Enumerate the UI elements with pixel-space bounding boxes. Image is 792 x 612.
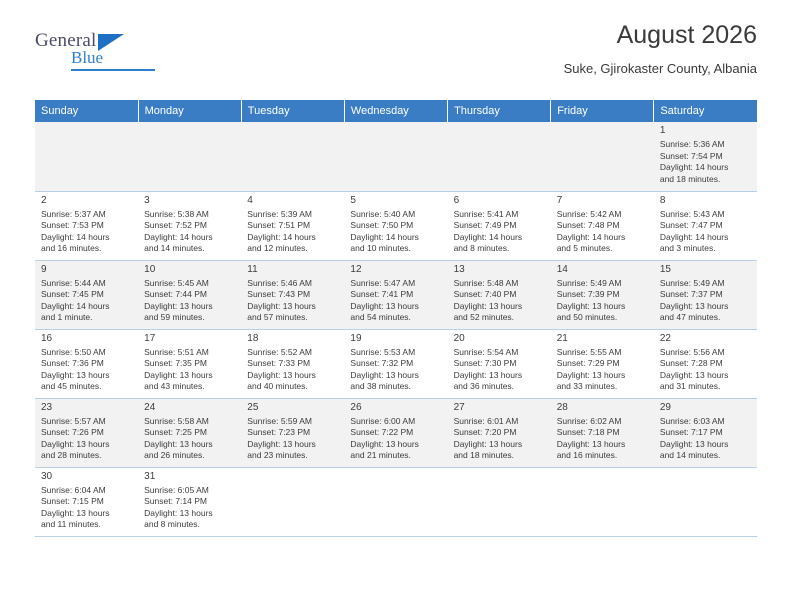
day-detail-line: Sunset: 7:20 PM	[453, 427, 517, 438]
day-details	[41, 416, 133, 462]
day-detail-line: Sunrise: 5:41 AM	[453, 208, 519, 219]
calendar-day-cell[interactable]	[448, 260, 551, 329]
day-details	[660, 278, 752, 324]
day-detail-line: Sunrise: 6:00 AM	[350, 415, 416, 426]
day-detail-line: Daylight: 13 hours	[350, 369, 419, 380]
day-detail-line: and 33 minutes.	[556, 381, 618, 392]
day-detail-line: Sunset: 7:14 PM	[144, 496, 207, 507]
day-detail-line: Daylight: 13 hours	[453, 369, 523, 380]
day-detail-line: Sunset: 7:23 PM	[247, 427, 311, 438]
calendar-empty-cell	[241, 122, 344, 191]
day-detail-line: Daylight: 13 hours	[556, 300, 626, 311]
day-detail-line: Sunset: 7:54 PM	[659, 150, 723, 161]
day-details	[454, 347, 546, 393]
calendar-empty-cell	[448, 467, 551, 536]
day-detail-line: Sunrise: 5:46 AM	[247, 277, 313, 288]
day-number: 23	[41, 401, 53, 413]
day-detail-line: Sunrise: 5:59 AM	[247, 415, 313, 426]
day-detail-line: and 14 minutes.	[659, 450, 721, 461]
day-number: 24	[144, 401, 156, 413]
day-details	[247, 416, 339, 462]
calendar-week-row	[35, 467, 757, 536]
calendar-day-cell[interactable]	[35, 467, 138, 536]
day-details	[144, 278, 236, 324]
day-detail-line: Sunset: 7:33 PM	[247, 358, 311, 369]
day-detail-line: Sunrise: 5:36 AM	[659, 139, 725, 149]
calendar-day-cell[interactable]	[138, 329, 241, 398]
day-number: 15	[659, 263, 671, 275]
day-number: 8	[659, 194, 666, 206]
day-detail-line: Sunrise: 5:48 AM	[453, 277, 519, 288]
day-detail-line: and 16 minutes.	[41, 243, 102, 254]
day-detail-line: and 18 minutes.	[453, 450, 515, 461]
day-detail-line: Sunrise: 5:51 AM	[144, 346, 209, 357]
day-detail-line: and 31 minutes.	[659, 381, 721, 392]
day-detail-line: and 47 minutes.	[659, 312, 721, 323]
day-details	[144, 347, 236, 393]
calendar-day-cell[interactable]	[344, 191, 447, 260]
calendar-week-row	[35, 122, 757, 191]
calendar-day-cell[interactable]	[138, 467, 241, 536]
day-detail-line: Sunrise: 5:39 AM	[247, 208, 313, 219]
day-detail-line: and 18 minutes.	[659, 173, 721, 184]
day-detail-line: Sunset: 7:49 PM	[453, 220, 517, 231]
day-details	[144, 209, 236, 255]
day-details	[557, 416, 649, 462]
day-detail-line: and 14 minutes.	[144, 243, 205, 254]
day-detail-line: Sunset: 7:43 PM	[247, 289, 311, 300]
calendar-day-cell[interactable]	[551, 260, 654, 329]
calendar-body	[35, 122, 757, 536]
day-detail-line: Daylight: 13 hours	[144, 369, 213, 380]
day-detail-line: Daylight: 13 hours	[556, 369, 626, 380]
day-number: 18	[247, 332, 259, 344]
day-detail-line: and 52 minutes.	[453, 312, 515, 323]
day-detail-line: Sunrise: 5:50 AM	[41, 346, 106, 357]
day-number: 11	[247, 263, 258, 275]
day-number: 6	[453, 194, 460, 206]
day-detail-line: Daylight: 13 hours	[659, 438, 729, 449]
day-number: 27	[453, 401, 465, 413]
calendar-day-cell[interactable]	[654, 260, 757, 329]
day-number: 4	[247, 194, 253, 206]
day-detail-line: Sunset: 7:48 PM	[556, 220, 620, 231]
day-detail-line: and 1 minute.	[41, 312, 93, 323]
day-details	[454, 209, 546, 255]
day-detail-line: Sunrise: 5:53 AM	[350, 346, 416, 357]
day-details	[41, 209, 133, 255]
calendar-day-cell[interactable]	[241, 329, 344, 398]
calendar-empty-cell	[241, 467, 344, 536]
day-number: 17	[144, 332, 156, 344]
day-detail-line: and 23 minutes.	[247, 450, 308, 461]
day-detail-line: and 40 minutes.	[247, 381, 308, 392]
day-detail-line: Sunrise: 5:37 AM	[41, 208, 106, 219]
day-number: 1	[659, 125, 666, 136]
day-detail-line: Sunrise: 5:57 AM	[41, 415, 106, 426]
calendar-day-cell[interactable]	[551, 398, 654, 467]
calendar-day-cell[interactable]	[654, 329, 757, 398]
day-number: 14	[556, 263, 568, 275]
day-detail-line: and 26 minutes.	[144, 450, 205, 461]
brand-underline	[71, 69, 155, 71]
calendar-day-cell[interactable]	[241, 191, 344, 260]
weekday-header-row	[35, 100, 757, 122]
day-detail-line: Sunrise: 5:58 AM	[144, 415, 209, 426]
day-number: 13	[453, 263, 465, 275]
day-details	[144, 485, 236, 531]
day-detail-line: Daylight: 14 hours	[556, 231, 626, 242]
day-detail-line: and 21 minutes.	[350, 450, 411, 461]
day-detail-line: and 12 minutes.	[247, 243, 308, 254]
day-number: 22	[659, 332, 671, 344]
day-detail-line: Sunrise: 6:03 AM	[659, 415, 725, 426]
day-detail-line: Daylight: 13 hours	[41, 369, 110, 380]
day-detail-line: Sunrise: 5:42 AM	[556, 208, 622, 219]
calendar-day-cell[interactable]	[654, 191, 757, 260]
day-number: 31	[144, 470, 156, 482]
brand-logo	[35, 22, 155, 71]
day-number: 21	[556, 332, 568, 344]
day-detail-line: Sunset: 7:15 PM	[41, 496, 104, 507]
day-detail-line: Sunrise: 5:52 AM	[247, 346, 313, 357]
day-detail-line: Sunrise: 6:01 AM	[453, 415, 519, 426]
day-detail-line: Sunset: 7:53 PM	[41, 220, 104, 231]
calendar-empty-cell	[654, 467, 757, 536]
day-detail-line: Sunset: 7:51 PM	[247, 220, 311, 231]
calendar-day-cell[interactable]	[654, 398, 757, 467]
page-subtitle: Suke, Gjirokaster County, Albania	[563, 60, 757, 76]
day-number: 7	[556, 194, 563, 206]
day-detail-line: Sunrise: 6:02 AM	[556, 415, 622, 426]
day-detail-line: Daylight: 13 hours	[41, 438, 110, 449]
calendar-day-cell[interactable]	[344, 398, 447, 467]
day-detail-line: Sunset: 7:26 PM	[41, 427, 104, 438]
weekday-header-monday: Monday	[138, 100, 241, 122]
calendar-day-cell[interactable]	[344, 260, 447, 329]
day-detail-line: Daylight: 14 hours	[247, 231, 316, 242]
day-details	[660, 139, 752, 185]
calendar-day-cell[interactable]	[241, 398, 344, 467]
day-number: 28	[556, 401, 568, 413]
day-details	[247, 209, 339, 255]
day-details	[247, 278, 339, 324]
day-details	[41, 278, 133, 324]
day-detail-line: and 43 minutes.	[144, 381, 205, 392]
title-block	[564, 22, 757, 76]
day-details	[41, 485, 133, 531]
day-detail-line: Sunset: 7:45 PM	[41, 289, 104, 300]
day-detail-line: Sunset: 7:22 PM	[350, 427, 414, 438]
day-detail-line: and 59 minutes.	[144, 312, 205, 323]
calendar-day-cell[interactable]	[448, 329, 551, 398]
calendar-empty-cell	[344, 122, 447, 191]
day-details	[350, 209, 442, 255]
weekday-header-saturday: Saturday	[654, 100, 757, 122]
calendar-day-cell[interactable]	[138, 191, 241, 260]
calendar-week-row	[35, 191, 757, 260]
day-detail-line: Sunset: 7:35 PM	[144, 358, 207, 369]
day-detail-line: and 28 minutes.	[41, 450, 102, 461]
day-detail-line: Sunrise: 5:45 AM	[144, 277, 209, 288]
calendar-day-cell[interactable]	[344, 329, 447, 398]
day-detail-line: Sunset: 7:32 PM	[350, 358, 414, 369]
calendar-day-cell[interactable]	[654, 122, 757, 191]
day-detail-line: Sunrise: 5:43 AM	[659, 208, 725, 219]
day-number: 16	[41, 332, 53, 344]
day-details	[350, 347, 442, 393]
day-detail-line: and 50 minutes.	[556, 312, 618, 323]
day-detail-line: Daylight: 14 hours	[659, 162, 729, 173]
day-detail-line: Sunset: 7:40 PM	[453, 289, 517, 300]
calendar-day-cell[interactable]	[35, 260, 138, 329]
day-details	[454, 278, 546, 324]
day-number: 3	[144, 194, 150, 206]
day-details	[350, 416, 442, 462]
day-number: 9	[41, 263, 47, 275]
day-detail-line: Daylight: 14 hours	[350, 231, 419, 242]
weekday-header-thursday: Thursday	[448, 100, 551, 122]
day-number: 12	[350, 263, 362, 275]
day-detail-line: and 3 minutes.	[659, 243, 716, 254]
calendar-empty-cell	[551, 467, 654, 536]
calendar-week-row	[35, 260, 757, 329]
day-detail-line: Daylight: 13 hours	[247, 438, 316, 449]
day-detail-line: Daylight: 13 hours	[247, 369, 316, 380]
day-detail-line: Sunrise: 6:04 AM	[41, 484, 106, 495]
page-header	[35, 22, 757, 88]
day-detail-line: Sunset: 7:29 PM	[556, 358, 620, 369]
day-detail-line: Sunrise: 6:05 AM	[144, 484, 209, 495]
day-detail-line: Sunrise: 5:56 AM	[659, 346, 725, 357]
day-number: 5	[350, 194, 356, 206]
calendar-day-cell[interactable]	[448, 191, 551, 260]
day-details	[144, 416, 236, 462]
day-detail-line: Sunset: 7:25 PM	[144, 427, 207, 438]
day-detail-line: Daylight: 13 hours	[144, 300, 213, 311]
day-details	[557, 278, 649, 324]
day-detail-line: Sunrise: 5:54 AM	[453, 346, 519, 357]
day-number: 10	[144, 263, 156, 275]
day-detail-line: Daylight: 13 hours	[41, 507, 110, 518]
day-detail-line: Sunset: 7:18 PM	[556, 427, 620, 438]
day-detail-line: Daylight: 13 hours	[247, 300, 316, 311]
day-detail-line: Daylight: 13 hours	[453, 438, 523, 449]
page-title: August 2026	[616, 21, 757, 49]
day-detail-line: and 8 minutes.	[453, 243, 510, 254]
calendar-empty-cell	[138, 122, 241, 191]
calendar-day-cell[interactable]	[448, 398, 551, 467]
day-detail-line: Daylight: 13 hours	[453, 300, 523, 311]
day-number: 26	[350, 401, 362, 413]
calendar-day-cell[interactable]	[35, 191, 138, 260]
calendar-day-cell[interactable]	[551, 329, 654, 398]
day-detail-line: and 57 minutes.	[247, 312, 308, 323]
calendar-day-cell[interactable]	[241, 260, 344, 329]
day-detail-line: Sunset: 7:39 PM	[556, 289, 620, 300]
day-detail-line: Daylight: 14 hours	[41, 300, 110, 311]
day-detail-line: and 45 minutes.	[41, 381, 102, 392]
day-detail-line: Sunrise: 5:49 AM	[556, 277, 622, 288]
day-detail-line: Daylight: 14 hours	[144, 231, 213, 242]
day-number: 20	[453, 332, 465, 344]
calendar-week-row	[35, 398, 757, 467]
day-detail-line: Daylight: 14 hours	[41, 231, 110, 242]
day-detail-line: Daylight: 13 hours	[144, 438, 213, 449]
day-detail-line: and 11 minutes.	[41, 519, 101, 530]
day-number: 29	[659, 401, 671, 413]
day-detail-line: Daylight: 13 hours	[659, 300, 729, 311]
day-detail-line: and 10 minutes.	[350, 243, 411, 254]
calendar-empty-cell	[344, 467, 447, 536]
day-detail-line: Sunrise: 5:40 AM	[350, 208, 416, 219]
day-detail-line: Daylight: 14 hours	[453, 231, 523, 242]
day-number: 25	[247, 401, 259, 413]
calendar-day-cell[interactable]	[551, 191, 654, 260]
day-details	[557, 209, 649, 255]
day-number: 30	[41, 470, 53, 482]
day-detail-line: Sunset: 7:17 PM	[659, 427, 723, 438]
day-details	[557, 347, 649, 393]
day-details	[454, 416, 546, 462]
day-detail-line: and 8 minutes.	[144, 519, 200, 530]
weekday-header-tuesday: Tuesday	[241, 100, 344, 122]
weekday-header-sunday: Sunday	[35, 100, 138, 122]
day-detail-line: Sunrise: 5:55 AM	[556, 346, 622, 357]
day-detail-line: Daylight: 14 hours	[659, 231, 729, 242]
calendar-day-cell[interactable]	[138, 398, 241, 467]
calendar-table	[35, 100, 757, 537]
calendar-week-row	[35, 329, 757, 398]
calendar-day-cell[interactable]	[35, 329, 138, 398]
day-details	[350, 278, 442, 324]
day-detail-line: Daylight: 13 hours	[144, 507, 213, 518]
day-number: 19	[350, 332, 362, 344]
day-details	[660, 416, 752, 462]
day-detail-line: Sunrise: 5:49 AM	[659, 277, 725, 288]
calendar-empty-cell	[551, 122, 654, 191]
day-detail-line: Sunrise: 5:38 AM	[144, 208, 209, 219]
day-detail-line: and 38 minutes.	[350, 381, 411, 392]
day-detail-line: and 5 minutes.	[556, 243, 613, 254]
day-detail-line: and 16 minutes.	[556, 450, 618, 461]
day-number: 2	[41, 194, 47, 206]
day-detail-line: Sunset: 7:47 PM	[659, 220, 723, 231]
calendar-empty-cell	[448, 122, 551, 191]
day-detail-line: Sunset: 7:28 PM	[659, 358, 723, 369]
day-detail-line: Sunset: 7:52 PM	[144, 220, 207, 231]
weekday-header-friday: Friday	[551, 100, 654, 122]
day-detail-line: Daylight: 13 hours	[350, 300, 419, 311]
day-detail-line: Sunset: 7:41 PM	[350, 289, 414, 300]
calendar-empty-cell	[35, 122, 138, 191]
day-detail-line: Daylight: 13 hours	[556, 438, 626, 449]
day-details	[247, 347, 339, 393]
day-detail-line: Sunset: 7:30 PM	[453, 358, 517, 369]
day-detail-line: Sunrise: 5:47 AM	[350, 277, 416, 288]
day-detail-line: Daylight: 13 hours	[659, 369, 729, 380]
brand-name-top: General	[35, 30, 97, 51]
calendar-day-cell[interactable]	[138, 260, 241, 329]
day-details	[660, 209, 752, 255]
day-detail-line: Sunset: 7:37 PM	[659, 289, 723, 300]
day-detail-line: Sunrise: 5:44 AM	[41, 277, 106, 288]
day-details	[41, 347, 133, 393]
weekday-header-wednesday: Wednesday	[344, 100, 447, 122]
day-detail-line: Sunset: 7:50 PM	[350, 220, 414, 231]
brand-name-bottom: Blue	[71, 48, 104, 67]
day-detail-line: Sunset: 7:44 PM	[144, 289, 207, 300]
calendar-day-cell[interactable]	[35, 398, 138, 467]
day-detail-line: Sunset: 7:36 PM	[41, 358, 104, 369]
day-detail-line: Daylight: 13 hours	[350, 438, 419, 449]
day-details	[660, 347, 752, 393]
day-detail-line: and 54 minutes.	[350, 312, 411, 323]
day-detail-line: and 36 minutes.	[453, 381, 515, 392]
